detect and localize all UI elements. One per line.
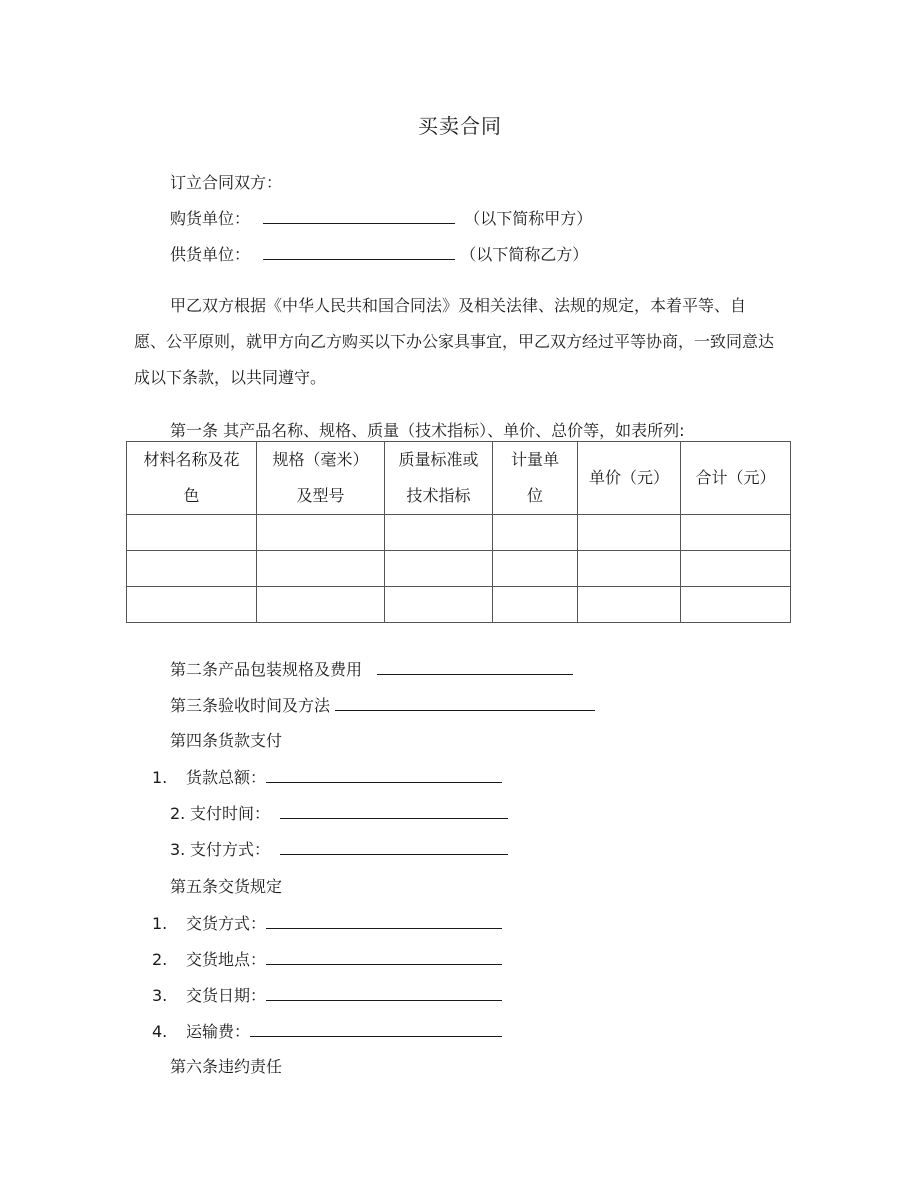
table-cell[interactable]	[578, 587, 681, 623]
article-3-blank	[335, 695, 595, 711]
item-blank	[266, 913, 502, 929]
article-2-line	[170, 659, 573, 680]
article-4-item	[170, 839, 508, 860]
table-cell[interactable]	[257, 587, 385, 623]
item-number: 2.	[152, 950, 168, 969]
table-cell[interactable]	[578, 515, 681, 551]
table-row	[127, 587, 791, 623]
article-2: 第二条产品包装规格及费用	[170, 660, 363, 679]
article-5-item	[152, 949, 502, 970]
header-quality: 质量标准或 技术指标	[385, 442, 493, 515]
article-5-item	[152, 913, 502, 934]
buyer-note: （以下简称甲方）	[464, 209, 593, 228]
item-blank	[280, 803, 508, 819]
article-3-line	[170, 695, 595, 716]
item-number: 3.	[170, 840, 186, 859]
item-blank	[250, 1021, 502, 1037]
table-cell[interactable]	[578, 551, 681, 587]
item-label: 交货方式：	[186, 914, 267, 933]
header-unit: 计量单 位	[493, 442, 578, 515]
item-label: 支付方式：	[190, 840, 271, 859]
table-cell[interactable]	[257, 515, 385, 551]
table-cell[interactable]	[385, 587, 493, 623]
table-row	[127, 515, 791, 551]
item-blank	[280, 839, 508, 855]
table-header-row	[127, 442, 791, 515]
table-cell[interactable]	[493, 587, 578, 623]
table-cell[interactable]	[493, 515, 578, 551]
table-cell[interactable]	[127, 551, 257, 587]
table-cell[interactable]	[385, 551, 493, 587]
item-label: 交货地点：	[186, 950, 267, 969]
table-cell[interactable]	[257, 551, 385, 587]
item-number: 2.	[170, 804, 186, 823]
table-cell[interactable]	[127, 587, 257, 623]
article-2-blank	[377, 659, 573, 675]
product-spec-table	[126, 441, 791, 623]
intro-paragraph: 甲乙双方根据《中华人民共和国合同法》及相关法律、法规的规定，本着平等、自愿、公平原则，就甲方向乙方购买以下办公家具事宜，甲乙双方经过平等协商，一致同意达成以下条款，以共同遵守。	[134, 296, 775, 387]
item-number: 1.	[152, 914, 168, 933]
article-4-heading: 第四条货款支付	[170, 731, 283, 750]
article-5-heading: 第五条交货规定	[170, 877, 283, 896]
table-cell[interactable]	[493, 551, 578, 587]
header-material: 材料名称及花 色	[127, 442, 257, 515]
table-cell[interactable]	[127, 515, 257, 551]
table-row	[127, 551, 791, 587]
table-cell[interactable]	[385, 515, 493, 551]
article-6: 第六条违约责任	[170, 1057, 283, 1076]
article-1: 第一条 其产品名称、规格、质量（技术指标）、单价、总价等，如表所列:	[170, 421, 685, 440]
parties-heading: 订立合同双方：	[170, 173, 283, 192]
header-total: 合计（元）	[681, 442, 791, 515]
buyer-label: 购货单位：	[170, 209, 251, 228]
article-4-item	[170, 803, 508, 824]
table-cell[interactable]	[681, 515, 791, 551]
header-unit-price: 单价（元）	[578, 442, 681, 515]
item-number: 4.	[152, 1022, 168, 1041]
header-spec: 规格（毫米） 及型号	[257, 442, 385, 515]
article-3: 第三条验收时间及方法	[170, 696, 331, 715]
item-blank	[266, 985, 502, 1001]
seller-label: 供货单位：	[170, 245, 251, 264]
article-4-item	[152, 767, 502, 788]
article-5-item	[152, 985, 502, 1006]
item-label: 运输费：	[186, 1022, 251, 1041]
item-blank	[266, 949, 502, 965]
seller-line	[170, 244, 588, 265]
item-label: 交货日期：	[186, 986, 267, 1005]
table-cell[interactable]	[681, 551, 791, 587]
seller-blank	[263, 244, 455, 260]
article-5-item	[152, 1021, 502, 1042]
buyer-line	[170, 208, 592, 229]
item-number: 3.	[152, 986, 168, 1005]
document-title: 买卖合同	[418, 114, 502, 138]
table-cell[interactable]	[681, 587, 791, 623]
item-label: 支付时间：	[190, 804, 271, 823]
item-label: 货款总额：	[186, 768, 267, 787]
item-blank	[266, 767, 502, 783]
seller-note: （以下简称乙方）	[460, 245, 589, 264]
item-number: 1.	[152, 768, 168, 787]
buyer-blank	[263, 208, 455, 224]
